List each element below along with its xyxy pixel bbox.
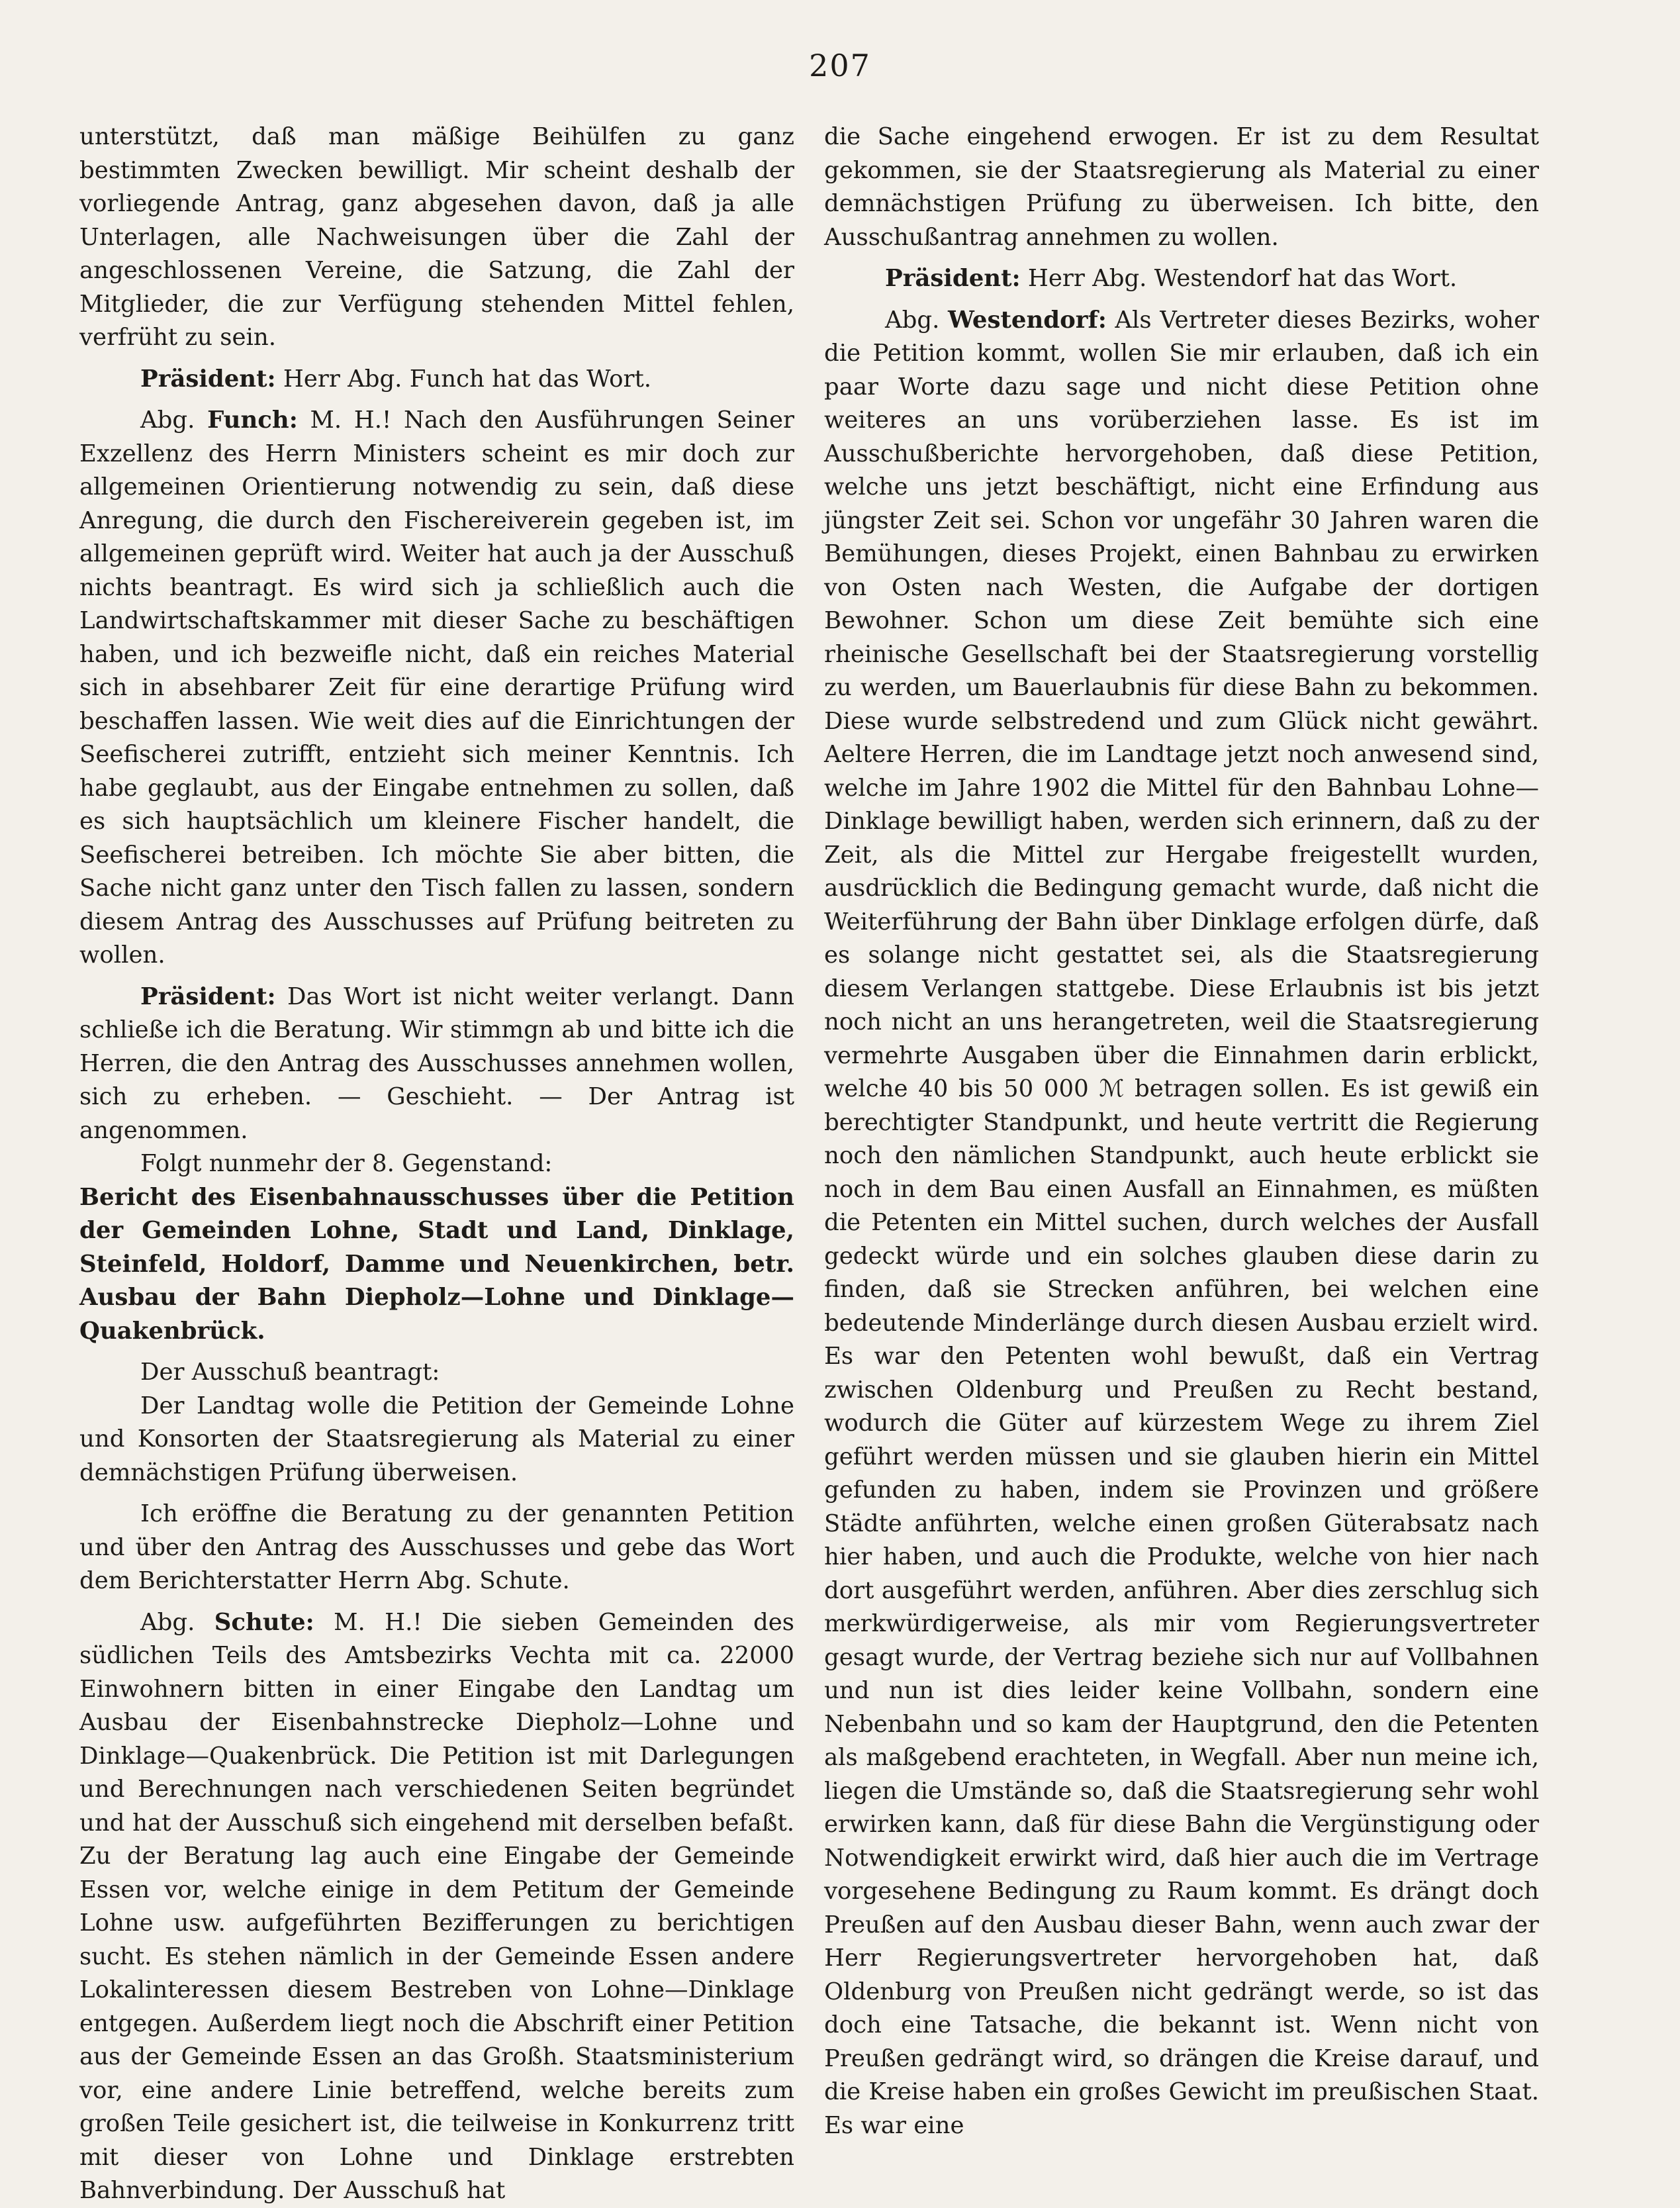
speech-paragraph (79, 981, 794, 1148)
speech-text: Herr Abg. Westendorf hat das Wort. (1027, 265, 1458, 292)
paragraph: Der Ausschuß beantragt: (140, 1359, 440, 1386)
paragraph: Ich eröffne die Beratung zu der genannten Petition und über den Antrag des Ausschusses und gebe das Wort dem Berichterstatter Herrn Abg. Schute. (79, 1500, 794, 1594)
speaker-label: Funch: (207, 407, 298, 434)
speech-text: Herr Abg. Funch hat das Wort. (283, 365, 652, 393)
paragraph: Folgt nunmehr der 8. Gegenstand: (140, 1150, 553, 1177)
speaker-label: Präsident: (140, 365, 276, 393)
paragraph: die Sache eingehend erwogen. Er ist zu dem Resultat gekommen, sie der Staatsregierung als Material zu einer demnächstigen Prüfung zu überweisen. Ich bitte, den Ausschußantrag annehmen zu wollen. (824, 123, 1539, 251)
speaker-prefix: Abg. (885, 306, 940, 334)
speaker-label: Präsident: (140, 983, 276, 1010)
speaker-label: Schute: (214, 1608, 314, 1636)
agenda-heading: Bericht des Eisenbahnausschusses über die Petition der Gemeinden Lohne, Stadt und Land, Dinklage, Steinfeld, Holdorf, Damme und Neuenkirchen, betr. Ausbau der Bahn Diepholz—Lohne und Dinklage—Quakenbrück. (79, 1183, 794, 1345)
speech-text: Das Wort ist nicht weiter verlangt. Dann schließe ich die Beratung. Wir stimmgn ab und bitte ich die Herren, die den Antrag des Ausschusses annehmen wollen, sich zu erheben. — Geschieht. — Der Antrag ist angenommen. (79, 983, 794, 1144)
paragraph: unterstützt, daß man mäßige Beihülfen zu ganz bestimmten Zwecken bewilligt. Mir scheint deshalb der vorliegende Antrag, ganz abgesehen davon, daß ja alle Unterlagen, alle Nachweisungen über die Zahl der angeschlossenen Vereine, die Satzung, die Zahl der Mitglieder, die zur Verfügung stehenden Mittel fehlen, verfrüht zu sein. (79, 123, 794, 351)
speech-paragraph (79, 363, 794, 397)
speech-text: M. H.! Nach den Ausführungen Seiner Exzellenz des Herrn Ministers scheint es mir doch zur allgemeinen Orientierung notwendig zu sein, daß diese Anregung, die durch den Fischereiverein gegeben ist, im allgemeinen geprüft wird. Weiter hat auch ja der Ausschuß nichts beantragt. Es wird sich ja schließlich auch die Landwirtschaftskammer mit dieser Sache zu beschäftigen haben, und ich bezweifle nicht, daß ein reiches Material sich in absehbarer Zeit für eine derartige Prüfung wird beschaffen lassen. Wie weit dies auf die Einrichtungen der Seefischerei zutrifft, entzieht sich meiner Kenntnis. Ich habe geglaubt, aus der Eingabe entnehmen zu sollen, daß es sich hauptsächlich um kleinere Fischer handelt, die Seefischerei betreiben. Ich möchte Sie aber bitten, die Sache nicht ganz unter den Tisch fallen zu lassen, sondern diesem Antrag des Ausschusses auf Prüfung beitreten zu wollen. (79, 407, 794, 969)
speech-paragraph (79, 1606, 794, 2208)
right-column (824, 120, 1539, 2142)
speech-paragraph (824, 262, 1539, 296)
page-number: 207 (809, 48, 871, 83)
speaker-label: Westendorf: (947, 306, 1107, 334)
speaker-prefix: Abg. (140, 407, 195, 434)
speech-text: M. H.! Die sieben Gemeinden des südlichen Teils des Amtsbezirks Vechta mit ca. 22000 Einwohnern bitten in einer Eingabe den Landtag um Ausbau der Eisenbahnstrecke Diepholz—Lohne und Dinklage—Quakenbrück. Die Petition ist mit Darlegungen und Berechnungen nach verschiedenen Seiten begründet und hat der Ausschuß sich eingehend mit derselben befaßt. Zu der Beratung lag auch eine Eingabe der Gemeinde Essen vor, welche einige in dem Petitum der Gemeinde Lohne usw. aufgeführten Bezifferungen zu berichtigen sucht. Es stehen nämlich in der Gemeinde Essen andere Lokalinteressen diesem Bestreben von Lohne—Dinklage entgegen. Außerdem liegt noch die Abschrift einer Petition aus der Gemeinde Essen an das Großh. Staatsministerium vor, eine andere Linie betreffend, welche bereits zum großen Teile gesichert ist, die teilweise in Konkurrenz tritt mit dieser von Lohne und Dinklage erstrebten Bahnverbindung. Der Ausschuß hat (79, 1608, 794, 2204)
speech-paragraph (824, 304, 1539, 2143)
speech-text: Als Vertreter dieses Bezirks, woher die Petition kommt, wollen Sie mir erlauben, daß ich ein paar Worte dazu sage und nicht diese Petition ohne weiteres an uns vorüberziehen lasse. Es ist im Ausschußberichte hervorgehoben, daß diese Petition, welche uns jetzt beschäftigt, nicht eine Erfindung aus jüngster Zeit sei. Schon vor ungefähr 30 Jahren waren die Bemühungen, dieses Projekt, einen Bahnbau zu erwirken von Osten nach Westen, die Aufgabe der dortigen Bewohner. Schon um diese Zeit bemühte sich eine rheinische Gesellschaft bei der Staatsregierung vorstellig zu werden, um Bauerlaubnis für diese Bahn zu bekommen. Diese wurde selbstredend und zum Glück nicht gewährt. Aeltere Herren, die im Landtage jetzt noch anwesend sind, welche im Jahre 1902 die Mittel für den Bahnbau Lohne—Dinklage bewilligt haben, werden sich erinnern, daß zu der Zeit, als die Mittel zur Hergabe freigestellt wurden, ausdrücklich die Bedingung gemacht wurde, daß nicht die Weiterführung der Bahn über Dinklage erfolgen dürfe, daß es solange nicht gestattet sei, als die Staatsregierung diesem Verlangen stattgebe. Diese Erlaubnis ist bis jetzt noch nicht an uns herangetreten, weil die Staatsregierung vermehrte Ausgaben über die Einnahmen darin erblickt, welche 40 bis 50 000 ℳ betragen sollen. Es ist gewiß ein berechtigter Standpunkt, und heute vertritt die Regierung noch den nämlichen Standpunkt, auch heute erblickt sie noch in dem Bau einen Ausfall an Einnahmen, es müßten die Petenten ein Mittel suchen, durch welches der Ausfall gedeckt würde und ein solches glauben diese darin zu finden, daß sie Strecken anführen, bei welchen eine bedeutende Minderlänge durch diesen Ausbau erzielt wird. Es war den Petenten wohl bewußt, daß ein Vertrag zwischen Oldenburg und Preußen zu Recht bestand, wodurch die Güter auf kürzestem Wege zu ihrem Ziel geführt werden müssen und sie glauben hierin ein Mittel gefunden zu haben, indem sie Provinzen und größere Städte anführten, welche einen großen Güterabsatz nach hier haben, und auch die Produkte, welche von hier nach dort ausgeführt werden, anführen. Aber dies zerschlug sich merkwürdigerweise, als mir vom Regierungsvertreter gesagt wurde, der Vertrag beziehe sich nur auf Vollbahnen und nun ist dies leider keine Vollbahn, sondern eine Nebenbahn und so kam der Hauptgrund, den die Petenten als maßgebend erachteten, in Wegfall. Aber nun meine ich, liegen die Umstände so, daß die Staatsregierung sehr wohl erwirken kann, daß für diese Bahn die Vergünstigung oder Notwendigkeit erwirkt wird, daß hier auch die im Vertrage vorgesehene Bedingung zu Raum kommt. Es drängt doch Preußen auf den Ausbau dieser Bahn, wenn auch zwar der Herr Regierungsvertreter hervorgehoben hat, daß Oldenburg von Preußen nicht gedrängt werde, so ist das doch eine Tatsache, die bekannt ist. Wenn nicht von Preußen gedrängt wird, so drängen die Kreise darauf, und die Kreise haben ein großes Gewicht im preußischen Staat. Es war eine (824, 306, 1539, 2139)
speech-paragraph (79, 404, 794, 973)
motion-quote: Der Landtag wolle die Petition der Gemeinde Lohne und Konsorten der Staatsregierung als Material zu einer demnächstigen Prüfung überweisen. (79, 1392, 794, 1486)
speaker-label: Präsident: (885, 265, 1021, 292)
speaker-prefix: Abg. (140, 1608, 195, 1636)
left-column (79, 120, 794, 2208)
